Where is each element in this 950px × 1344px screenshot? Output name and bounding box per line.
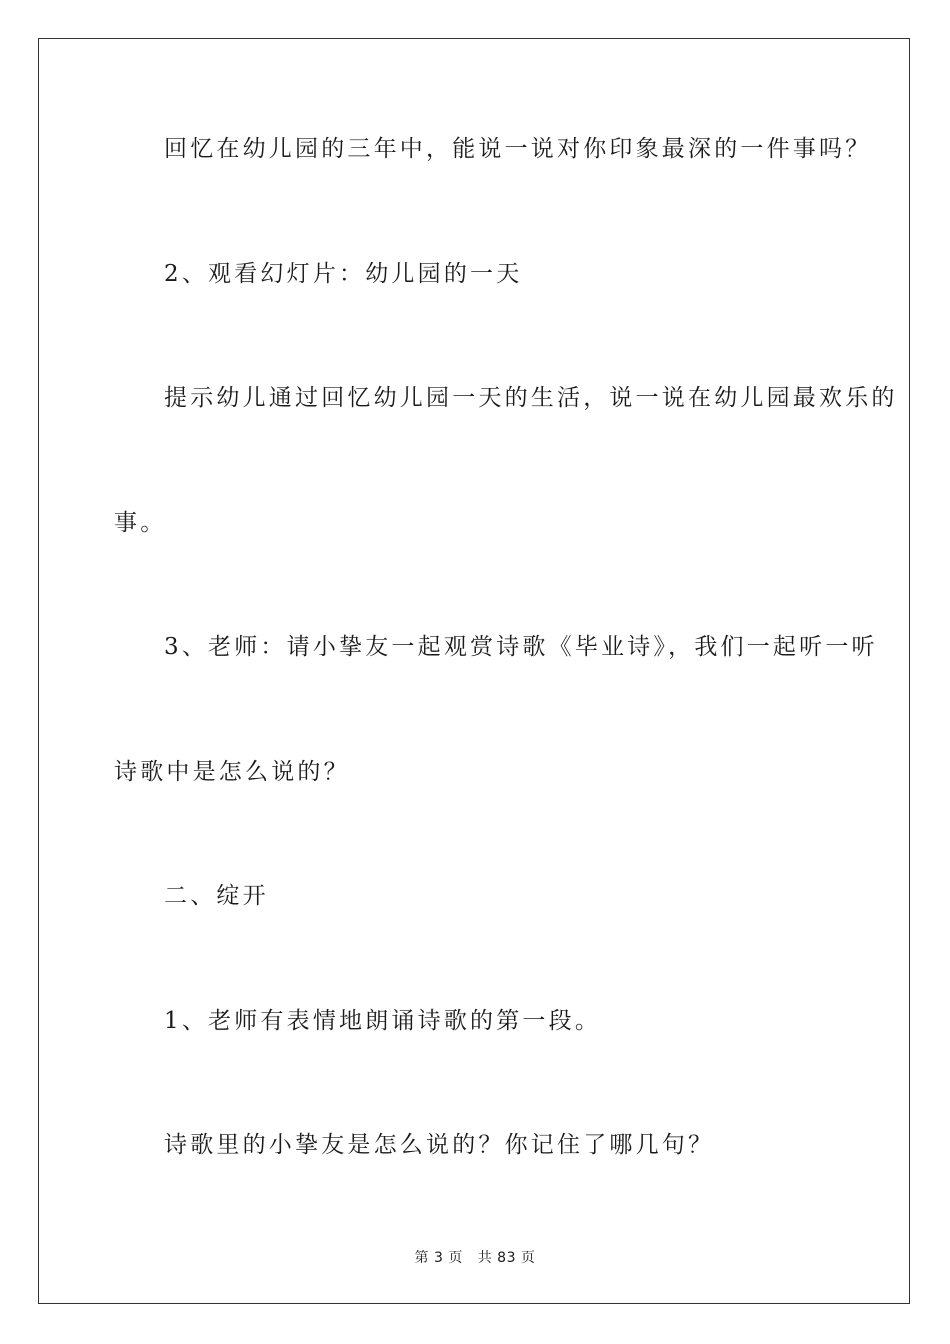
paragraph-line-9: 诗歌里的小挚友是怎么说的？你记住了哪几句？ xyxy=(164,1132,715,1158)
section-heading: 二、绽开 xyxy=(164,883,269,909)
paragraph-line-2: 2、观看幻灯片：幼儿园的一天 xyxy=(164,261,523,287)
paragraph-line-3: 提示幼儿通过回忆幼儿园一天的生活，说一说在幼儿园最欢乐的 xyxy=(164,385,898,411)
page-footer xyxy=(0,1247,950,1267)
paragraph-line-4: 事。 xyxy=(114,510,167,536)
page-frame xyxy=(38,38,910,1304)
paragraph-line-1: 回忆在幼儿园的三年中，能说一说对你印象最深的一件事吗？ xyxy=(164,136,872,162)
paragraph-line-8: 1、老师有表情地朗诵诗歌的第一段。 xyxy=(164,1008,602,1034)
page-total: 共 83 页 xyxy=(477,1250,536,1266)
paragraph-line-6: 诗歌中是怎么说的？ xyxy=(114,759,350,785)
paragraph-line-5: 3、老师：请小挚友一起观赏诗歌《毕业诗》，我们一起听一听 xyxy=(164,634,878,660)
page-number: 第 3 页 xyxy=(414,1250,463,1266)
